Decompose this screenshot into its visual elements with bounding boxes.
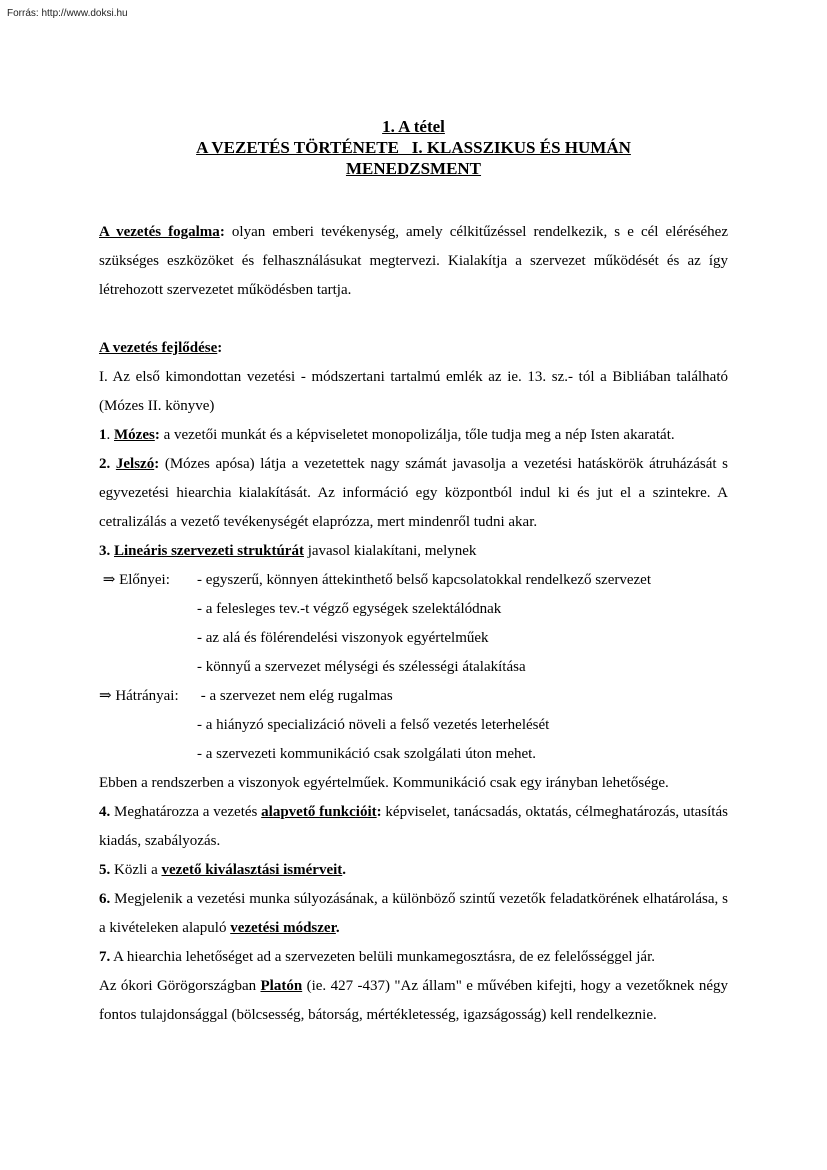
advantage-item: - a felesleges tev.-t végző egységek szelektálódnak [197,601,502,617]
page-title [0,116,827,179]
section-heading-text: A vezetés fejlődése [99,340,218,356]
advantages-label: ⇒ Előnyei: [99,572,170,588]
item-6-number: 6. [99,891,111,907]
advantage-item: - az alá és fölérendelési viszonyok egyértelműek [197,630,489,646]
plato-pre: Az ókori Görögországban [99,978,261,994]
item-6-dot: . [335,920,340,936]
item-3-term: Lineáris szervezeti struktúrát [114,543,304,559]
item-5-dot: . [342,862,347,878]
item-1-term: Mózes [114,427,155,443]
definition-text: olyan emberi tevékenység, amely célkitűzéssel rendelkezik, s e cél eléréséhez szükséges eszközöket és felhasználásukat megtervezi. Kialakítja a szervezet működését és az így létrehozott szervezetet működésben tartja. [99,224,728,298]
item-7-text: A hiearchia lehetőséget ad a szervezeten belüli munkamegosztásra, de ez felelősséggel jár. [110,949,656,965]
title-line-3: MENEDZSMENT [345,159,482,178]
item-4 [99,798,728,856]
advantages-row-2 [99,595,728,624]
item-1-number: 1 [99,427,107,443]
disadvantages-row-3 [99,740,728,769]
disadvantages-row-1 [99,682,728,711]
item-3 [99,537,728,566]
item-3-text: javasol kialakítani, melynek [303,543,477,559]
plato-term: Platón [260,978,303,994]
advantages-row-3 [99,624,728,653]
title-line-1: 1. A tétel [382,117,445,136]
item-2-colon: : [154,456,160,472]
item-5-term: vezető kiválasztási ismérveit [161,862,343,878]
item-2-term: Jelszó [115,456,155,472]
plato-text: (ie. 427 -437) "Az állam" e művében kifejti, hogy a vezetőknek négy fontos tulajdonsággal (bölcsesség, bátorság, mértékletesség, igazságosság) kell rendelkeznie. [99,978,728,1023]
item-5-pre: Közli a [110,862,162,878]
item-4-term: alapvető funkcióit [261,804,377,820]
definition-colon: : [219,224,225,240]
item-2-text: (Mózes apósa) látja a vezetettek nagy számát javasolja a vezetési hatáskörök átruházását s egyvezetési hiearchia kialakítását. Az információ egy központból indul ki és jut el a szintekre. A cetralizálás a vezető tevékenységét elaprózza, mert mindenről tudni akar. [99,456,729,530]
item-5 [99,856,728,885]
definition-term: A vezetés fogalma [99,224,220,240]
item-1 [99,421,728,450]
disadvantage-item: - a szervezet nem elég rugalmas [197,688,393,704]
disadvantage-item: - a hiányzó specializáció növeli a felső vezetés leterhelését [197,717,550,733]
item-1-dot: . [106,427,114,443]
disadvantages-label: ⇒ Hátrányai: [99,688,179,704]
disadvantages-row-2 [99,711,728,740]
system-paragraph: Ebben a rendszerben a viszonyok egyértelműek. Kommunikáció csak egy irányban lehetősége. [99,775,669,791]
advantages-row-1 [99,566,728,595]
plato-paragraph [99,972,728,1030]
item-3-number: 3. [99,543,114,559]
item-4-pre: Meghatározza a vezetés [110,804,262,820]
advantage-item: - egyszerű, könnyen áttekinthető belső kapcsolatokkal rendelkező szervezet [197,572,651,588]
item-6-pre: Megjelenik a vezetési munka súlyozásának, a különböző szintű vezetők feladatkörének elhatárolása, s a kivételeken alapuló [99,891,728,936]
advantage-item: - könnyű a szervezet mélységi és szélességi átalakítása [197,659,526,675]
item-2-number: 2. [99,456,116,472]
item-2 [99,450,728,537]
section-heading-colon: : [217,340,223,356]
item-6-term: vezetési módszer [230,920,336,936]
item-4-colon: : [376,804,382,820]
item-5-number: 5. [99,862,111,878]
item-4-text: képviselet, tanácsadás, oktatás, célmeghatározás, utasítás kiadás, szabályozás. [99,804,728,849]
item-7 [99,943,728,972]
title-line-2: A VEZETÉS TÖRTÉNETE I. KLASSZIKUS ÉS HUMÁN [196,138,631,157]
item-6 [99,885,728,943]
intro-paragraph: I. Az első kimondottan vezetési - módszertani tartalmú emlék az ie. 13. sz.- tól a Bibliában található (Mózes II. könyve) [99,369,728,414]
advantages-row-4 [99,653,728,682]
item-7-number: 7. [99,949,111,965]
item-1-colon: : [154,427,160,443]
section-heading [99,334,728,363]
item-4-number: 4. [99,804,111,820]
disadvantage-item: - a szervezeti kommunikáció csak szolgálati úton mehet. [197,746,537,762]
document-body [99,218,728,1030]
item-1-text: a vezetői munkát és a képviseletet monopolizálja, tőle tudja meg a nép Isten akaratát. [159,427,675,443]
definition-paragraph [99,218,728,305]
source-url: Forrás: http://www.doksi.hu [7,8,128,19]
